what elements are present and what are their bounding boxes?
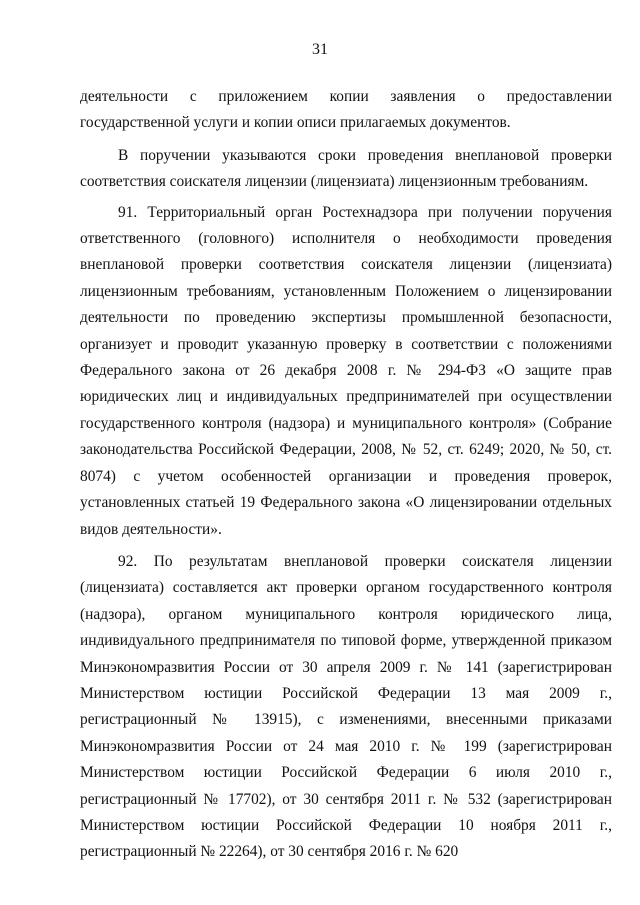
paragraph-item-92: 92. По результатам внеплановой проверки соискателя лицензии (лицензиата) составляется акт проверки органом государственного контроля (надзора), органом муниципального контроля юридического лица, индивидуального предпринимателя по типовой форме, утвержденной приказом Минэкономразвития России от 30 апреля 2009 г. № 141 (зарегистрирован Министерством юстиции Российской Федерации 13 мая 2009 г., регистрационный № 13915), с изменениями, внесенными приказами Минэкономразвития России от 24 мая 2010 г. № 199 (зарегистрирован Министерством юстиции Российской Федерации 6 июля 2010 г., регистрационный № 17702), от 30 сентября 2011 г. № 532 (зарегистрирован Министерством юстиции Российской Федерации 10 ноября 2011 г., регистрационный № 22264), от 30 сентября 2016 г. № 620 [80, 552, 612, 861]
paragraph-instruction-terms: В поручении указываются сроки проведения внеплановой проверки соответствия соискателя лицензии (лицензиата) лицензионным требованиям. [80, 146, 612, 191]
paragraph-continuation: деятельности с приложением копии заявления о предоставлении государственной услуги и копии описи прилагаемых документов. [80, 88, 612, 132]
page-number: 31 [312, 41, 328, 58]
paragraph-item-91: 91. Территориальный орган Ростехнадзора при получении поручения ответственного (головного) исполнителя о необходимости проведения внеплановой проверки соответствия соискателя лицензии (лицензиата) лицензионным требованиям, установленным Положением о лицензировании деятельности по проведению экспертизы промышленной безопасности, организует и проводит указанную проверку в соответствии с положениями Федерального закона от 26 декабря 2008 г. № 294-ФЗ «О защите прав юридических лиц и индивидуальных предпринимателей при осуществлении государственного контроля (надзора) и муниципального контроля» (Собрание законодательства Российской Федерации, 2008, № 52, ст. 6249; 2020, № 50, ст. 8074) с учетом особенностей организации и проведения проверок, установленных статьей 19 Федерального закона «О лицензировании отдельных видов деятельности». [80, 203, 612, 538]
document-body [80, 84, 612, 866]
